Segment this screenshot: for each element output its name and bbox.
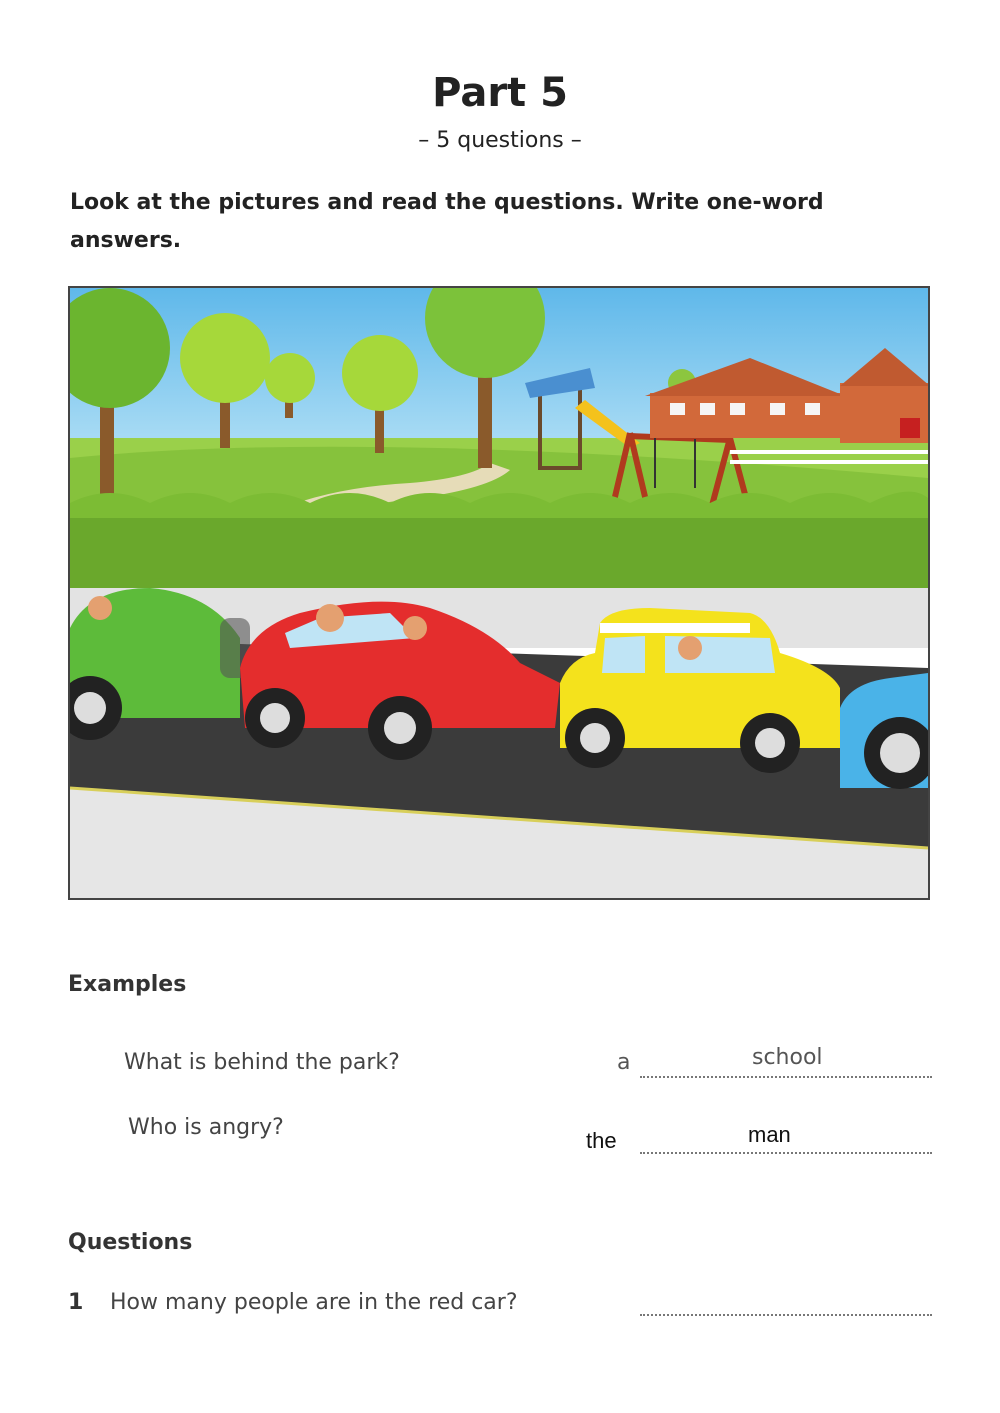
example-answer-2: man bbox=[748, 1122, 791, 1147]
example-question-2: Who is angry? bbox=[128, 1115, 284, 1140]
example-answer-prefix-2: the bbox=[586, 1128, 617, 1153]
park-street-picture bbox=[68, 286, 930, 900]
example-answer-1: school bbox=[752, 1045, 823, 1070]
answer-line bbox=[640, 1076, 932, 1078]
question-number-1: 1 bbox=[68, 1290, 84, 1315]
question-1: How many people are in the red car? bbox=[110, 1290, 518, 1315]
questions-heading: Questions bbox=[68, 1230, 193, 1255]
page-subtitle: – 5 questions – bbox=[418, 128, 582, 153]
answer-line bbox=[640, 1152, 932, 1154]
page-title: Part 5 bbox=[432, 70, 568, 116]
instructions-text: Look at the pictures and read the questions. Write one-word answers. bbox=[70, 190, 824, 253]
example-answer-prefix-1: a bbox=[617, 1050, 631, 1075]
answer-input-1[interactable] bbox=[640, 1314, 932, 1316]
example-question-1: What is behind the park? bbox=[124, 1050, 400, 1075]
examples-heading: Examples bbox=[68, 972, 187, 997]
